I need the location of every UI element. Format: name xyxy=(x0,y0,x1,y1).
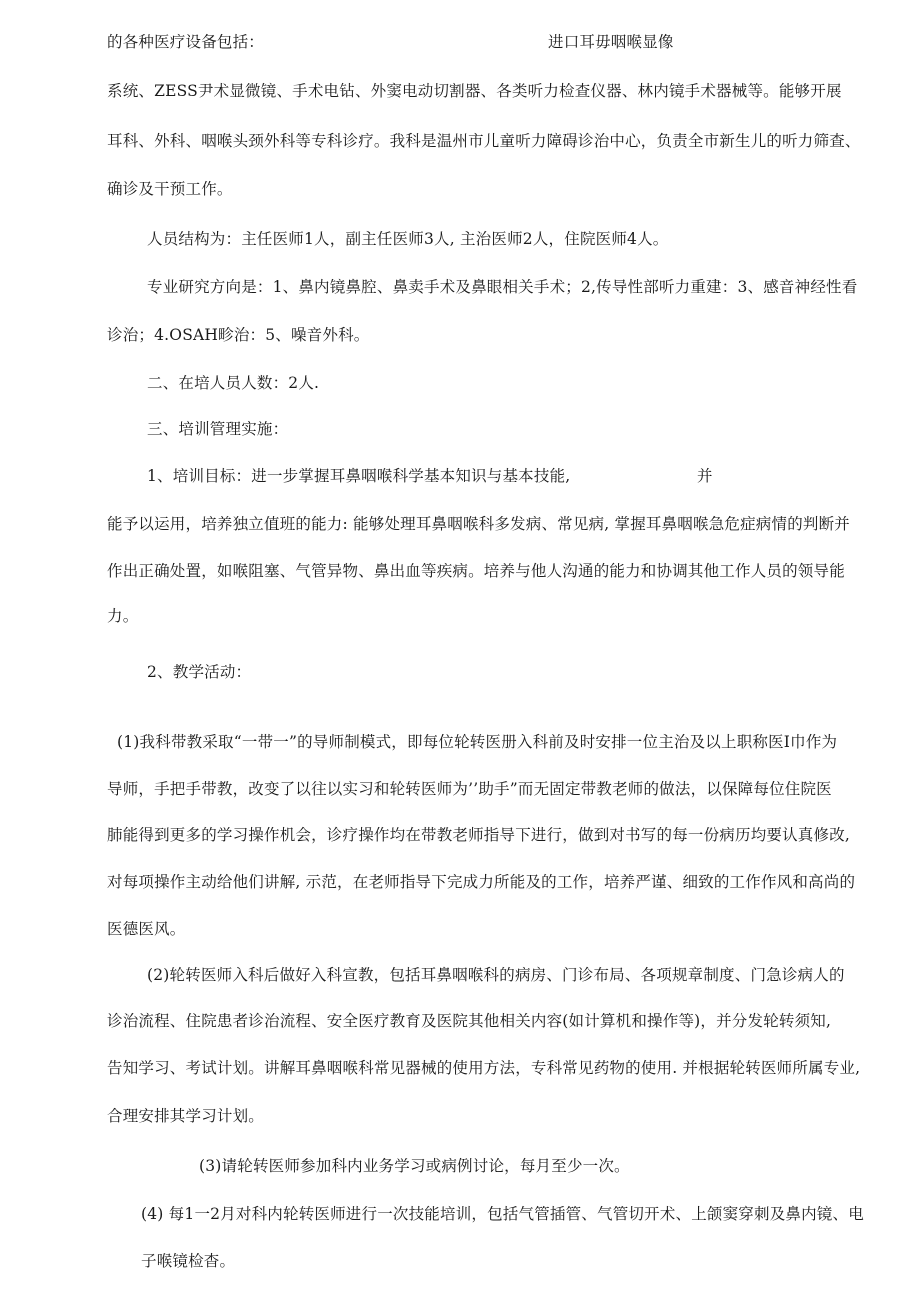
text-line: 肺能得到更多的学习操作机会，诊疗操作均在带教老师指导下进行，做到对书写的每一份病历均要认真修改, xyxy=(107,826,851,844)
text-line: 确诊及干预工作。 xyxy=(107,180,233,198)
text-line: 能予以运用，培养独立值班的能力: 能够处理耳鼻咽喉科多发病、常见病, 掌握耳鼻咽喉急危症病情的判断并 xyxy=(107,515,851,533)
text-line: 系统、ZESS尹术显微镜、手术电钻、外窦电动切割器、各类听力检查仪器、林内镜手术器械等。能够开展 xyxy=(107,82,842,100)
text-line: (3)请轮转医师参加科内业务学习或病例讨论，每月至少一次。 xyxy=(199,1157,630,1175)
text-line: 对每项操作主动给他们讲解, 示范，在老师指导下完成力所能及的工作，培养严谨、细致的工作作风和高尚的 xyxy=(107,873,856,891)
text-line: 导师，手把手带教，改变了以往以实习和轮转医师为’’助手”而无固定带教老师的做法，以保障每位住院医 xyxy=(107,780,832,798)
text-line: (4) 每1一2月对科内轮转医师进行一次技能培训，包括气管插管、气管切开术、上颌窦穿刺及鼻内镜、电 xyxy=(141,1205,864,1223)
text-line: 诊治；4.OSAH畛治：5、噪音外科。 xyxy=(107,326,370,344)
text-line: 诊治流程、住院患者诊治流程、安全医疗教育及医院其他相关内容(如计算机和操作等)，并分发轮转须知, xyxy=(107,1012,832,1030)
text-line: 二、在培人员人数：2人. xyxy=(147,374,320,392)
text-line: 告知学习、考试计划。讲解耳鼻咽喉科常见器械的使用方法，专科常见药物的使用. 并根据轮转医师所属专业, xyxy=(107,1059,861,1077)
text-line: 合理安排其学习计划。 xyxy=(107,1107,265,1125)
text-line: 专业研究方向是：1、鼻内镜鼻腔、鼻卖手术及鼻眼相关手术；2,传导性部听力重建：3、感音神经性看 xyxy=(147,278,858,296)
text-line: 力。 xyxy=(107,607,139,625)
text-line: (1)我科带教采取“一带一”的导师制模式，即每位轮转医册入科前及时安排一位主治及以上职称医I巾作为 xyxy=(117,733,838,751)
text-line: 医德医风。 xyxy=(107,920,186,938)
text-line: 子喉镜检杳。 xyxy=(141,1252,236,1270)
text-line: 的各种医疗设备包括： xyxy=(107,33,265,51)
text-line: 进口耳毋咽喉显像 xyxy=(548,33,674,51)
text-line: 1、培训目标：进一步掌握耳鼻咽喉科学基本知识与基本技能, xyxy=(147,467,571,485)
text-line: 2、教学活动： xyxy=(147,663,252,681)
text-line: 人员结构为：主任医师1人，副主任医师3人, 主治医师2人，住院医师4人。 xyxy=(147,230,669,248)
text-line: 作出正确处置，如喉阻塞、气管异物、鼻出血等疾病。培养与他人沟通的能力和协调其他工作人员的领导能 xyxy=(107,562,845,580)
text-line: 并 xyxy=(697,467,713,485)
text-line: (2)轮转医师入科后做好入科宣教，包括耳鼻咽喉科的病房、门诊布局、各项规章制度、门急诊病人的 xyxy=(147,966,845,984)
text-line: 耳科、外科、咽喉头颈外科等专科诊疗。我科是温州市儿童听力障碍诊治中心，负责全市新生儿的听力筛查、 xyxy=(107,132,861,150)
text-line: 三、培训管理实施： xyxy=(147,420,289,438)
